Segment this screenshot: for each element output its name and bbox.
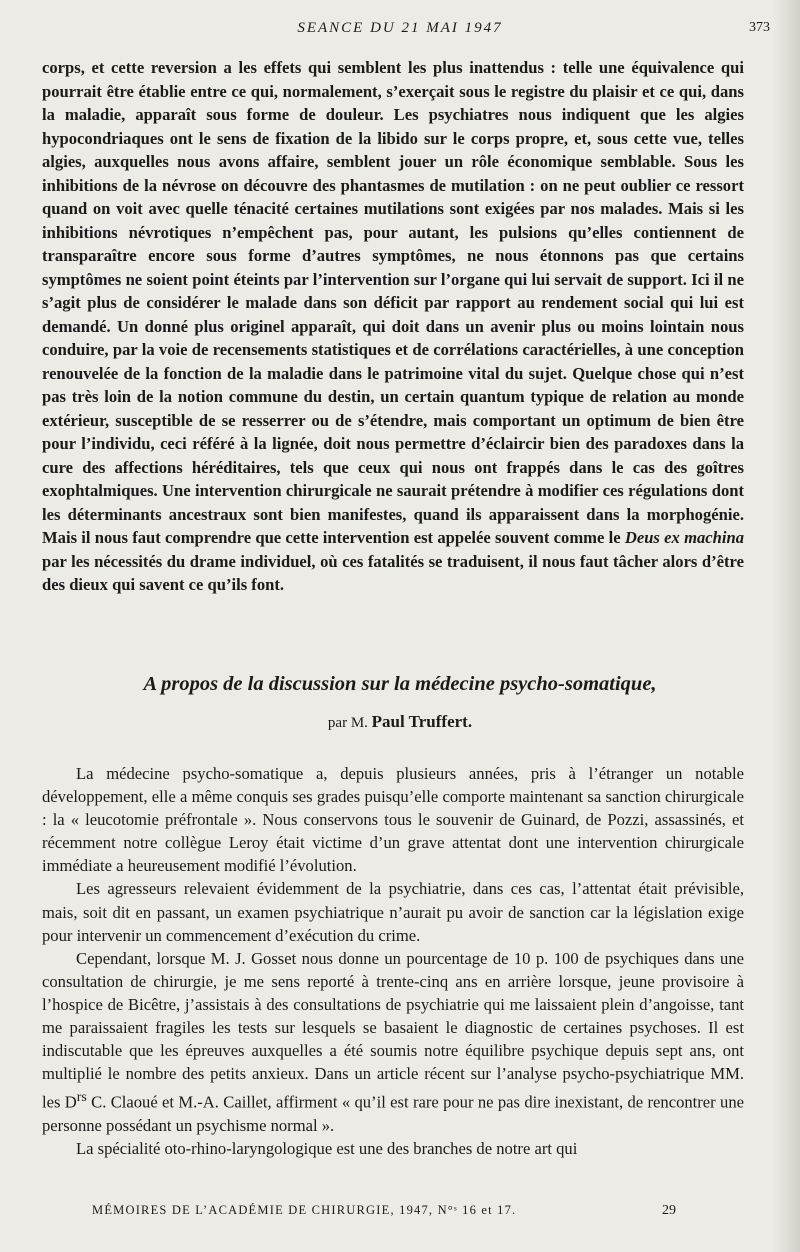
article2-body — [42, 762, 744, 1160]
doctors-superscript: rs — [76, 1089, 87, 1105]
signature-number: 29 — [662, 1203, 676, 1218]
paragraph-3-text-end: C. Claoué et M.-A. Caillet, affirment « qu’il est rare pour ne pas dire inexistant, de rencontrer une personne possédant un psychisme normal ». — [42, 1092, 744, 1135]
running-head-title: SEANCE DU 21 MAI 1947 — [297, 20, 503, 36]
article1-text: corps, et cette reversion a les effets qui semblent les plus inattendus : telle une équivalence qui pourrait être établie entre ce qui, normalement, s’exerçait sous le registre du plaisir et ce qui, dans la maladie, apparaît sous forme de douleur. Les psychiatres nous indiquent que les algies hypocondriaques ont le sens de fixation de la libido sur le corps propre, et, sous cette vue, telles algies, auxquelles nous avons affaire, semblent jouer un rôle économique semblable. Sous les inhibitions de la névrose on découvre des phantasmes de mutilation : on ne peut oublier ce ressort quand on voit avec quelle ténacité certaines mutilations sont exigées par nos malades. Mais si les inhibitions névrotiques n’empêchent pas, pour autant, les pulsions qu’elles contiennent de transparaître encore sous forme d’autres symptômes, ne nous étonnons pas que certains symptômes ne soient point éteints par l’intervention sur l’organe qui lui servait de support. Ici il ne s’agit plus de considérer le malade dans son déficit par rapport au rendement social qui lui est demandé. Un donné plus originel apparaît, qui doit dans un avenir plus ou moins lointain nous conduire, par la voie de recensements statistiques et de corrélations caractérielles, à une conception renouvelée de la fonction de la maladie dans le patrimoine vital du sujet. Quelque chose qui n’est pas très loin de la notion commune du destin, un certain quantum typique de relation au monde extérieur, susceptible de se resserrer ou de s’étendre, mais comportant un optimum de bien être pour l’individu, ceci référé à la lignée, doit nous permettre d’éclaircir bien des paradoxes dans la cure des affections héréditaires, tels que ceux qui nous ont frappés dans le cas des goîtres exophtalmiques. Une intervention chirurgicale ne saurait prétendre à modifier ces régulations dont les déterminants ancestraux sont bien manifestes, quand ils apparaissent dans la morphogénie. Mais il nous faut comprendre que cette intervention est appelée souvent comme le — [42, 58, 744, 547]
article2-byline — [0, 712, 800, 732]
page-footer — [0, 1203, 800, 1223]
article1-paragraph — [42, 56, 744, 597]
journal-citation: MÉMOIRES DE L’ACADÉMIE DE CHIRURGIE, 1947, N°ˢ 16 et 17. — [92, 1203, 517, 1217]
paragraph-3-text: Cependant, lorsque M. J. Gosset nous donne un pourcentage de 10 p. 100 de psychiques dans une consultation de chirurgie, je me sens reporté à trente-cinq ans en arrière lorsque, jeune provisoire à l’hospice de Bicêtre, j’assistais à des consultations de psychiatrie qui me laissaient plein d’angoisse, tant me paraissaient fragiles les tests sur lesquels se basaient le diagnostic de certaines psychoses. Il est indiscutable que les épreuves auxquelles a été soumis notre équilibre psychique depuis sept ans, ont multiplié le nombre des petits anxieux. Dans un article récent sur l’analyse psycho-psychiatrique MM. les D — [42, 948, 744, 1112]
running-head — [0, 20, 800, 42]
article2-paragraph-1: La médecine psycho-somatique a, depuis plusieurs années, pris à l’étranger un notable développement, elle a même conquis ses grades puisqu’elle comporte maintenant sa sanction chirurgicale : la « leucotomie préfrontale ». Nous conservons tous le souvenir de Guinard, de Pozzi, assassinés, et récemment notre collègue Leroy était victime d’un grave attentat dont une intervention chirurgicale immédiate a heureusement modifié l’évolution. — [42, 764, 744, 876]
article2-paragraph-2: Les agresseurs relevaient évidemment de la psychiatrie, dans ces cas, l’attentat était prévisible, mais, soit dit en passant, un examen psychiatrique n’aurait pu avoir de sanction car la législation exige pour intervenir un commencement d’exécution du crime. — [42, 879, 744, 945]
article2-paragraph-4: La spécialité oto-rhino-laryngologique est une des branches de notre art qui — [76, 1139, 578, 1159]
article1-continuation — [42, 56, 744, 597]
article1-text-end: par les nécessités du drame individuel, où ces fatalités se traduisent, il nous faut tâcher alors d’être des dieux qui savent ce qu’ils font. — [42, 551, 744, 594]
facing-page-bleed — [772, 0, 800, 1252]
byline-prefix: par M. — [327, 715, 368, 731]
article2-paragraph-3 — [42, 947, 744, 1137]
article2-title: A propos de la discussion sur la médecine psycho-somatique, — [143, 673, 657, 695]
deus-ex-machina: Deus ex machina — [624, 528, 744, 547]
page-number: 373 — [749, 20, 770, 35]
author-name: Paul Truffert. — [371, 712, 473, 731]
